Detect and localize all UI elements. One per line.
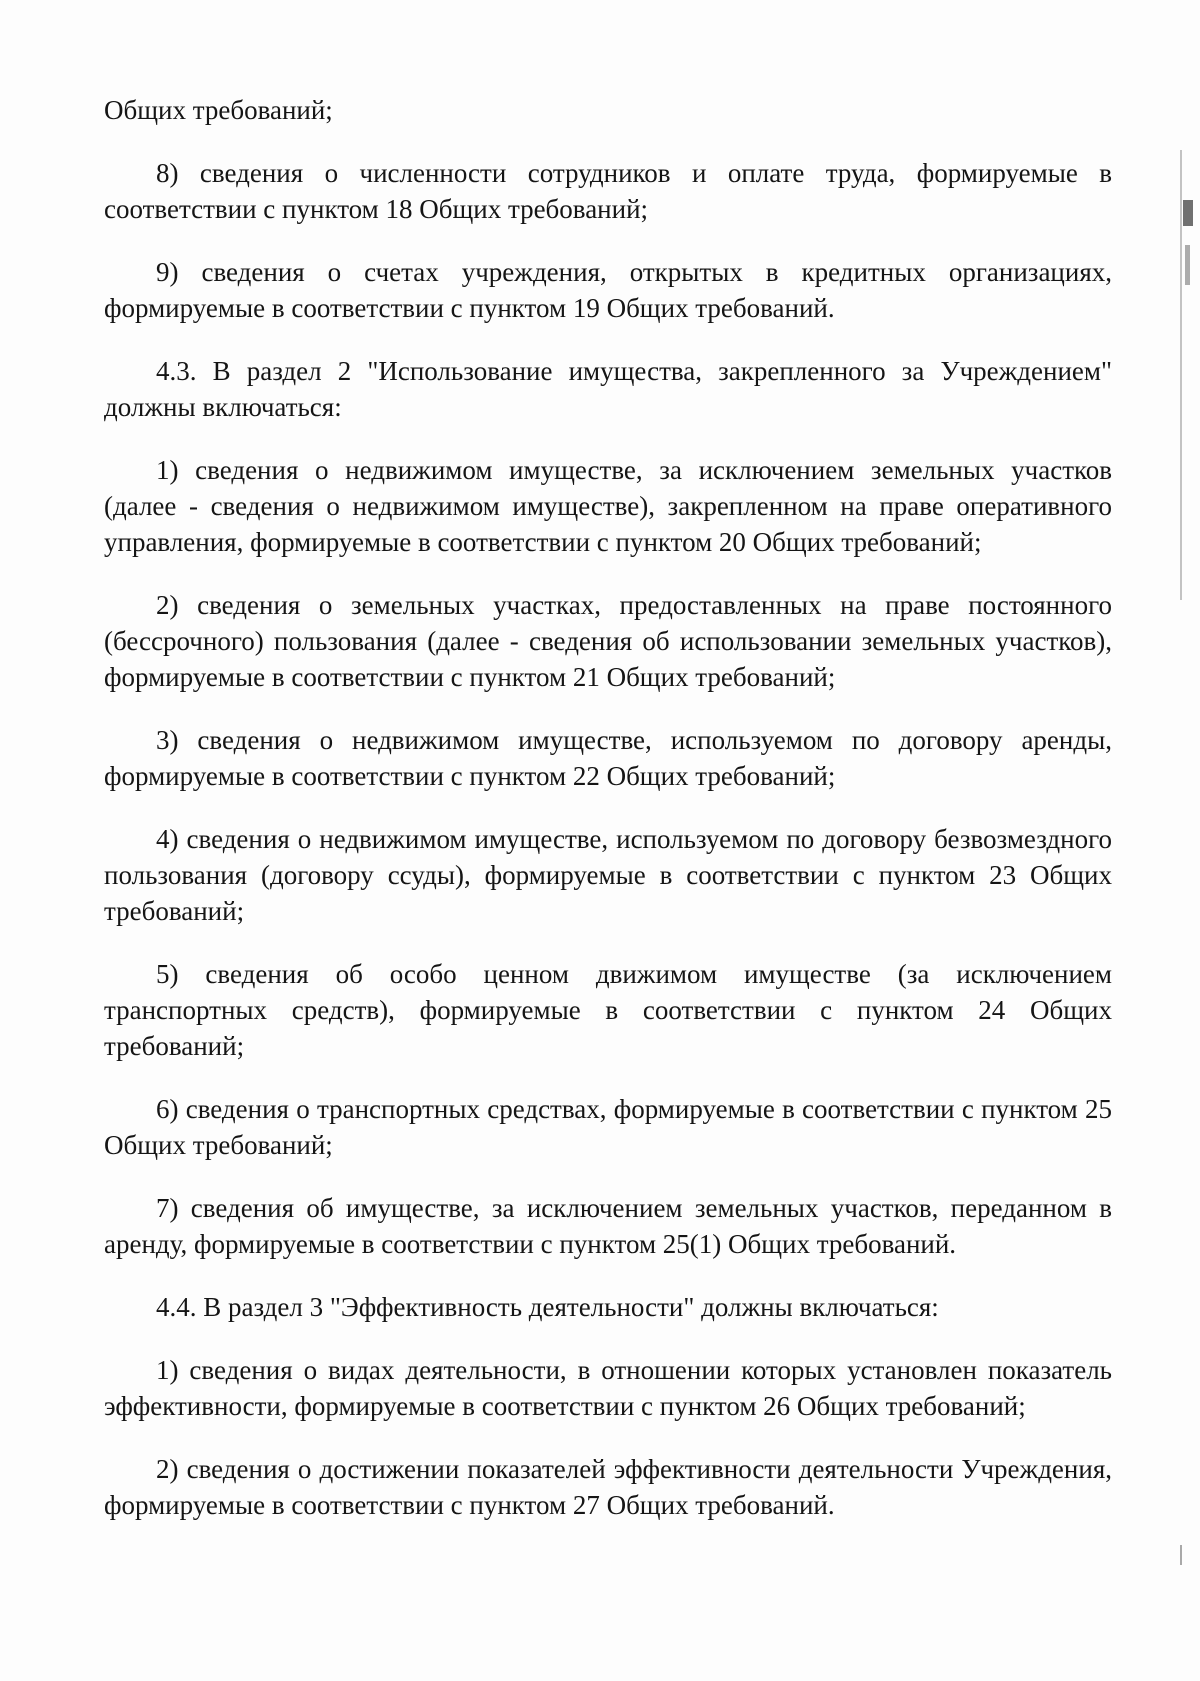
scan-blot xyxy=(1183,200,1193,226)
paragraph-4-3-item-4: 4) сведения о недвижимом имуществе, используемом по договору безвозмездного пользования (договору ссуды), формируемые в соответствии с пунктом 23 Общих требований; xyxy=(104,824,1112,926)
paragraph-4-4-item-2: 2) сведения о достижении показателей эффективности деятельности Учреждения, формируемые в соответствии с пунктом 27 Общих требований. xyxy=(104,1454,1112,1520)
document-body xyxy=(104,92,1112,1550)
paragraph-item-8: 8) сведения о численности сотрудников и оплате труда, формируемые в соответствии с пунктом 18 Общих требований; xyxy=(104,158,1112,224)
paragraph-4-3-item-3: 3) сведения о недвижимом имуществе, используемом по договору аренды, формируемые в соответствии с пунктом 22 Общих требований; xyxy=(104,725,1112,791)
scan-edge-mark xyxy=(1180,150,1182,600)
paragraph-4-3-item-6: 6) сведения о транспортных средствах, формируемые в соответствии с пунктом 25 Общих требований; xyxy=(104,1094,1112,1160)
paragraph-4-3-item-7: 7) сведения об имуществе, за исключением земельных участков, переданном в аренду, формируемые в соответствии с пунктом 25(1) Общих требований. xyxy=(104,1193,1112,1259)
paragraph-4-3-item-5: 5) сведения об особо ценном движимом имуществе (за исключением транспортных средств), формируемые в соответствии с пунктом 24 Общих требований; xyxy=(104,959,1112,1061)
paragraph-item-9: 9) сведения о счетах учреждения, открытых в кредитных организациях, формируемые в соответствии с пунктом 19 Общих требований. xyxy=(104,257,1112,323)
paragraph-section-4-4: 4.4. В раздел 3 "Эффективность деятельности" должны включаться: xyxy=(156,1292,939,1322)
scan-blot xyxy=(1185,245,1190,285)
scan-edge-mark xyxy=(1180,1545,1182,1565)
paragraph-section-4-3: 4.3. В раздел 2 "Использование имущества, закрепленного за Учреждением" должны включаться: xyxy=(104,356,1112,422)
paragraph-4-3-item-1: 1) сведения о недвижимом имуществе, за исключением земельных участков (далее - сведения о недвижимом имуществе), закрепленном на праве оперативного управления, формируемые в соответствии с пунктом 20 Общих требований; xyxy=(104,455,1112,557)
paragraph-4-3-item-2: 2) сведения о земельных участках, предоставленных на праве постоянного (бессрочного) пользования (далее - сведения об использовании земельных участков), формируемые в соответствии с пунктом 21 Общих требований; xyxy=(104,590,1112,692)
paragraph-4-4-item-1: 1) сведения о видах деятельности, в отношении которых установлен показатель эффективности, формируемые в соответствии с пунктом 26 Общих требований; xyxy=(104,1355,1112,1421)
paragraph-continuation: Общих требований; xyxy=(104,95,333,125)
